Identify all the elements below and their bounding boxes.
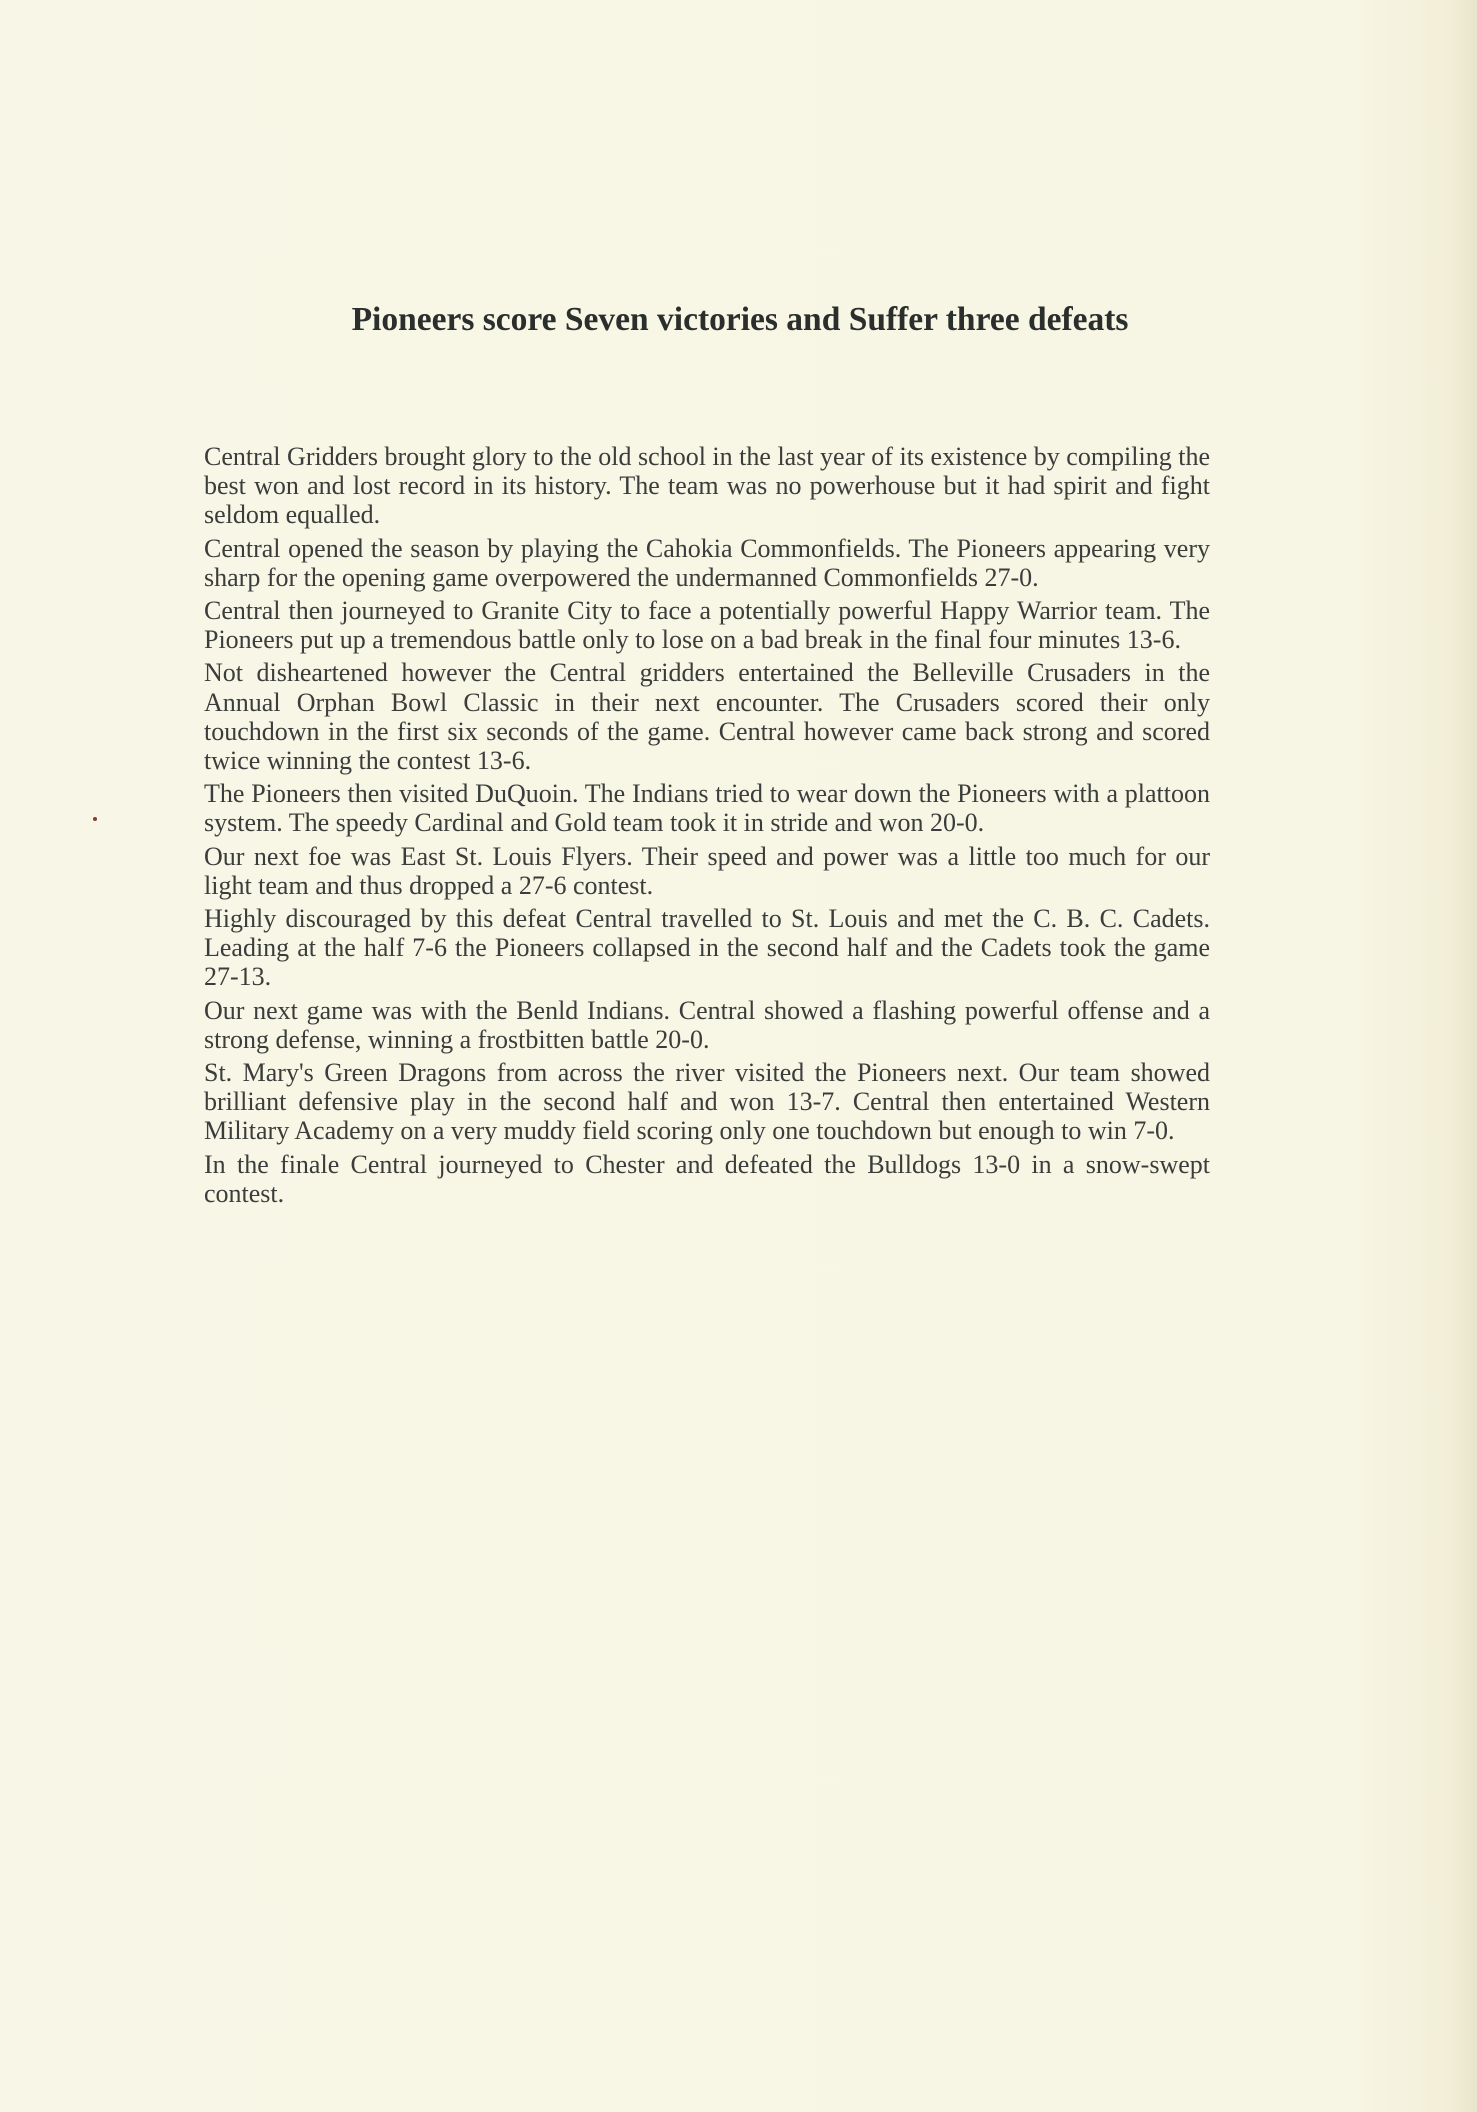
paragraph: Our next foe was East St. Louis Flyers. Their speed and power was a little too much for our light team and thus dropped a 27-6 contest. — [204, 841, 1210, 900]
paragraph: In the finale Central journeyed to Chester and defeated the Bulldogs 13-0 in a snow-swept contest. — [204, 1149, 1210, 1208]
page-title: Pioneers score Seven victories and Suffer three defeats — [351, 301, 1129, 338]
paragraph: Central opened the season by playing the Cahokia Commonfields. The Pioneers appearing very sharp for the opening game overpowered the undermanned Commonfields 27-0. — [204, 533, 1210, 592]
paragraph: St. Mary's Green Dragons from across the river visited the Pioneers next. Our team showed brilliant defensive play in the second half and won 13-7. Central then entertained Western Military Academy on a very muddy field scoring only one touchdown but enough to win 7-0. — [204, 1058, 1210, 1146]
paragraph: Central Gridders brought glory to the old school in the last year of its existence by compiling the best won and lost record in its history. The team was no powerhouse but it had spirit and fight seldom equalled. — [204, 442, 1210, 530]
ink-speck — [93, 817, 97, 821]
paragraph: The Pioneers then visited DuQuoin. The Indians tried to wear down the Pioneers with a plattoon system. The speedy Cardinal and Gold team took it in stride and won 20-0. — [204, 779, 1210, 838]
paragraph: Not disheartened however the Central gridders entertained the Belleville Crusaders in the Annual Orphan Bowl Classic in their next encounter. The Crusaders scored their only touchdown in the first six seconds of the game. Central however came back strong and scored twice winning the contest 13-6. — [204, 658, 1210, 776]
paragraph: Central then journeyed to Granite City to face a potentially powerful Happy Warrior team. The Pioneers put up a tremendous battle only to lose on a bad break in the final four minutes 13-6. — [204, 596, 1210, 655]
paragraph: Our next game was with the Benld Indians. Central showed a flashing powerful offense and a strong defense, winning a frostbitten battle 20-0. — [204, 995, 1210, 1054]
paragraph: Highly discouraged by this defeat Central travelled to St. Louis and met the C. B. C. Cadets. Leading at the half 7-6 the Pioneers collapsed in the second half and the Cadets took the game 27-13. — [204, 904, 1210, 992]
article-body — [204, 442, 1210, 1212]
